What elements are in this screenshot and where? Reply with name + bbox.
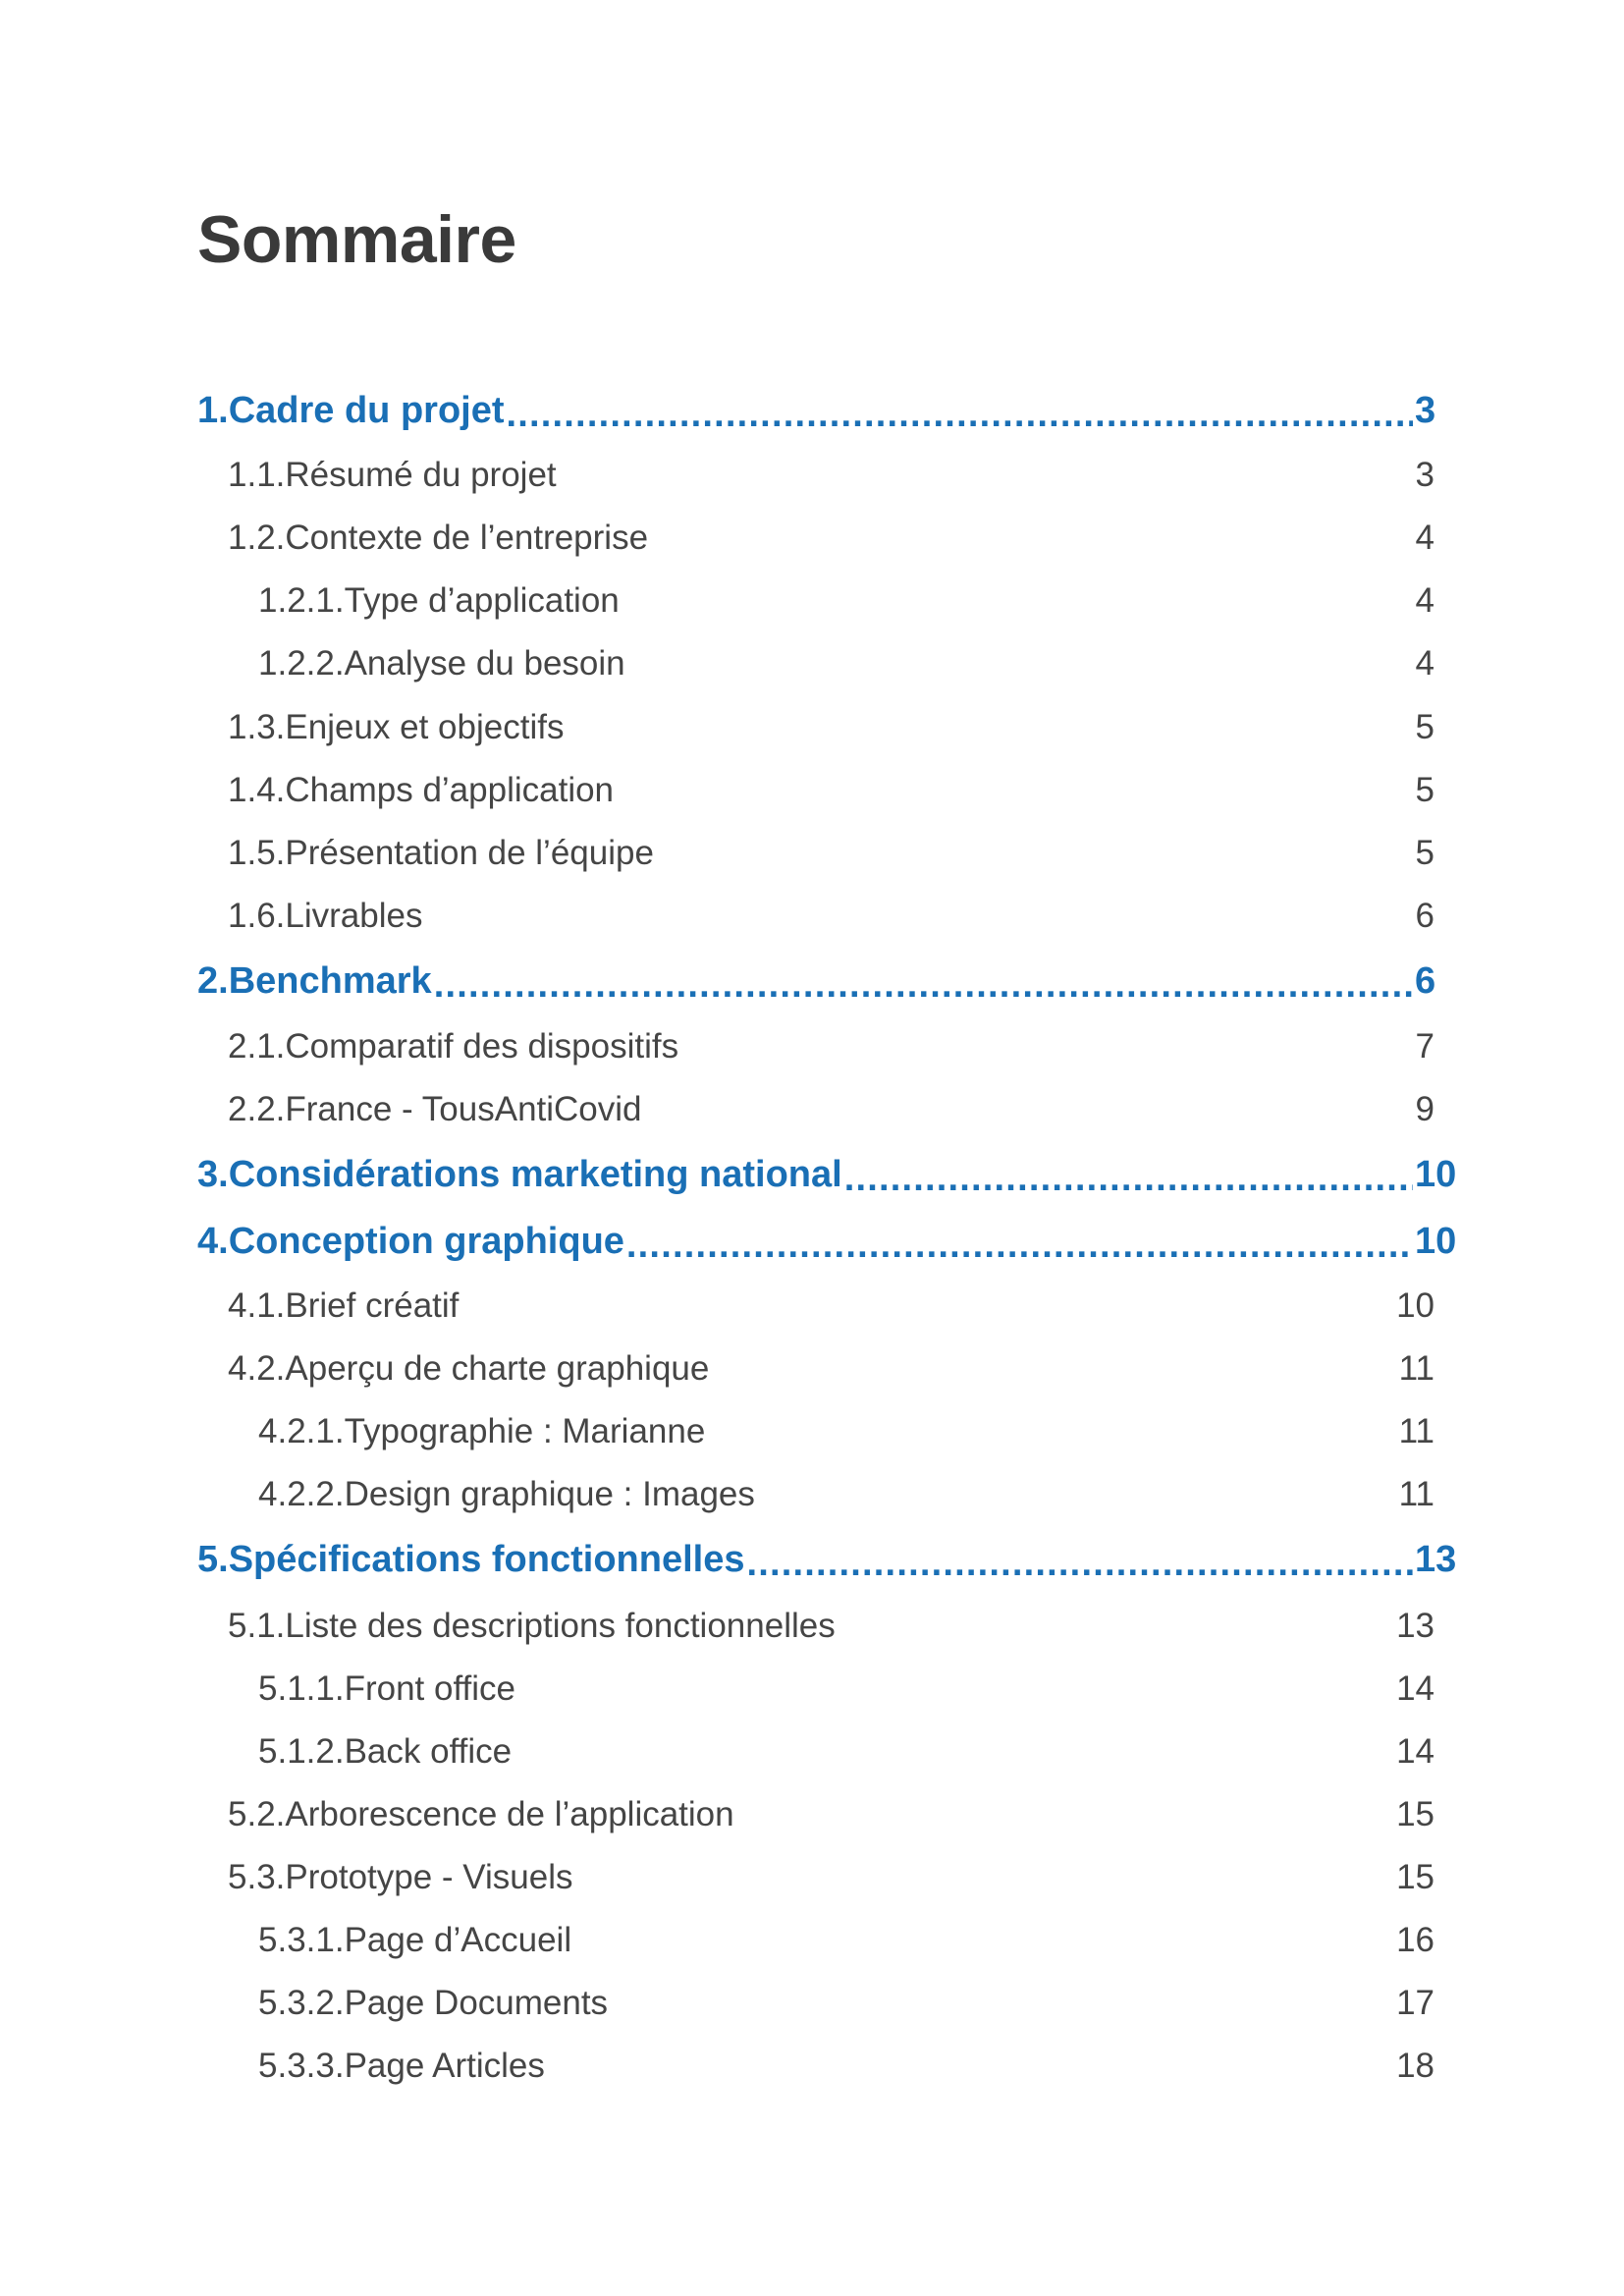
toc-entry-number: 5.2. <box>228 1795 286 1833</box>
toc-entry-number: 1. <box>197 389 229 431</box>
toc-entry[interactable] <box>228 703 1435 752</box>
toc-entry[interactable] <box>197 1150 1457 1199</box>
toc-entry-number: 1.2. <box>228 519 286 557</box>
toc-entry-label: Arborescence de l’application <box>285 1795 734 1833</box>
toc-entry-label: Liste des descriptions fonctionnelles <box>285 1607 836 1645</box>
toc-entry[interactable] <box>258 1916 1435 1965</box>
toc-entry-label: Considérations marketing national <box>228 1153 842 1195</box>
toc-entry-label: Spécifications fonctionnelles <box>228 1538 745 1580</box>
toc-entry-page: 6 <box>1415 897 1435 935</box>
toc-entry-label: Cadre du projet <box>228 389 505 431</box>
toc-entry[interactable] <box>228 1282 1435 1331</box>
toc-entry-number: 2. <box>197 959 229 1002</box>
toc-entry-page: 15 <box>1396 1795 1435 1833</box>
toc-entry-label: Page Documents <box>344 1984 609 2022</box>
toc-entry-page: 11 <box>1398 1475 1435 1513</box>
toc-entry[interactable] <box>258 1979 1435 2028</box>
toc-entry-label: Champs d’application <box>285 771 615 809</box>
toc-entry-label: Résumé du projet <box>285 456 557 494</box>
toc-entry[interactable] <box>197 1217 1457 1266</box>
toc-entry-page: 14 <box>1396 1669 1435 1708</box>
toc-leader-dots <box>434 964 1413 1007</box>
toc-entry-number: 5.1. <box>228 1607 286 1645</box>
toc-entry[interactable] <box>228 829 1435 878</box>
toc-entry-label: Livrables <box>285 897 423 935</box>
toc-entry-page: 3 <box>1415 456 1435 494</box>
toc-entry-label: Front office <box>344 1669 516 1708</box>
toc-entry-page: 11 <box>1398 1412 1435 1450</box>
toc-entry-label: Brief créatif <box>285 1286 460 1325</box>
toc-leader-dots <box>746 1543 1413 1585</box>
toc-entry-page: 9 <box>1415 1090 1435 1128</box>
toc-entry-number: 5.3.2. <box>258 1984 345 2022</box>
toc-entry-label: Aperçu de charte graphique <box>285 1349 710 1388</box>
toc-leader-dots <box>844 1158 1413 1200</box>
toc-entry-page: 4 <box>1415 519 1435 557</box>
toc-entry-number: 5. <box>197 1538 229 1580</box>
toc-entry-number: 2.1. <box>228 1027 286 1066</box>
toc-entry[interactable] <box>228 451 1435 500</box>
toc-entry-page: 10 <box>1396 1286 1435 1325</box>
toc-entry-page: 18 <box>1396 2047 1435 2085</box>
toc-entry[interactable] <box>258 1407 1435 1456</box>
toc-entry-page: 4 <box>1415 581 1435 620</box>
toc-entry-page: 16 <box>1396 1921 1435 1959</box>
toc-entry-page: 10 <box>1415 1153 1457 1195</box>
toc-entry[interactable] <box>228 1853 1435 1902</box>
toc-entry-page: 15 <box>1396 1858 1435 1896</box>
page-title: Sommaire <box>197 202 516 277</box>
toc-entry-number: 5.3. <box>228 1858 286 1896</box>
toc-entry-label: Type d’application <box>344 581 620 620</box>
toc-entry[interactable] <box>258 2042 1435 2091</box>
toc-entry-number: 5.1.1. <box>258 1669 345 1708</box>
toc-entry-number: 1.1. <box>228 456 286 494</box>
toc-entry-number: 1.3. <box>228 708 286 746</box>
toc-entry-number: 1.2.1. <box>258 581 345 620</box>
toc-entry-label: Analyse du besoin <box>344 644 625 683</box>
toc-leader-dots <box>507 394 1413 436</box>
toc-entry[interactable] <box>228 1790 1435 1839</box>
toc-entry-label: Back office <box>344 1732 513 1771</box>
toc-entry-label: Enjeux et objectifs <box>285 708 565 746</box>
toc-entry-number: 4. <box>197 1220 229 1262</box>
toc-entry[interactable] <box>258 1665 1435 1714</box>
toc-entry-number: 2.2. <box>228 1090 286 1128</box>
toc-entry-number: 4.2. <box>228 1349 286 1388</box>
toc-entry-page: 5 <box>1415 771 1435 809</box>
toc-entry-page: 10 <box>1415 1220 1457 1262</box>
toc-entry[interactable] <box>197 957 1435 1006</box>
toc-entry-label: Typographie : Marianne <box>344 1412 706 1450</box>
toc-entry-number: 3. <box>197 1153 229 1195</box>
toc-entry[interactable] <box>228 766 1435 815</box>
toc-entry-label: Comparatif des dispositifs <box>285 1027 679 1066</box>
toc-entry[interactable] <box>228 1085 1435 1134</box>
toc-entry-label: Contexte de l’entreprise <box>285 519 649 557</box>
toc-entry-page: 7 <box>1415 1027 1435 1066</box>
toc-entry-number: 5.3.3. <box>258 2047 345 2085</box>
toc-entry-label: Page Articles <box>344 2047 545 2085</box>
toc-entry-page: 13 <box>1415 1538 1457 1580</box>
toc-entry-label: Design graphique : Images <box>344 1475 755 1513</box>
toc-entry-number: 1.4. <box>228 771 286 809</box>
toc-entry-page: 14 <box>1396 1732 1435 1771</box>
toc-entry[interactable] <box>228 1022 1435 1071</box>
toc-entry-number: 4.1. <box>228 1286 286 1325</box>
toc-entry-label: Prototype - Visuels <box>285 1858 573 1896</box>
toc-entry-page: 6 <box>1415 959 1436 1002</box>
toc-entry-number: 1.5. <box>228 834 286 872</box>
toc-entry-label: Conception graphique <box>228 1220 624 1262</box>
toc-entry-number: 4.2.1. <box>258 1412 345 1450</box>
toc-entry-page: 5 <box>1415 834 1435 872</box>
toc-entry-page: 17 <box>1396 1984 1435 2022</box>
toc-entry-page: 5 <box>1415 708 1435 746</box>
toc-entry[interactable] <box>258 1727 1435 1777</box>
toc-entry[interactable] <box>258 639 1435 688</box>
toc-entry-number: 4.2.2. <box>258 1475 345 1513</box>
toc-entry-page: 11 <box>1398 1349 1435 1388</box>
toc-entry-page: 3 <box>1415 389 1436 431</box>
toc-entry[interactable] <box>228 1344 1435 1394</box>
toc-entry[interactable] <box>228 892 1435 941</box>
toc-entry-label: Page d’Accueil <box>344 1921 572 1959</box>
toc-leader-dots <box>626 1225 1413 1267</box>
toc-entry-label: France - TousAntiCovid <box>285 1090 642 1128</box>
toc-entry-number: 5.1.2. <box>258 1732 345 1771</box>
toc-entry[interactable] <box>258 1470 1435 1519</box>
toc-entry-page: 13 <box>1396 1607 1435 1645</box>
toc-entry-page: 4 <box>1415 644 1435 683</box>
toc-entry[interactable] <box>228 514 1435 563</box>
toc-entry[interactable] <box>197 1535 1457 1584</box>
toc-entry-number: 5.3.1. <box>258 1921 345 1959</box>
toc-entry[interactable] <box>228 1602 1435 1651</box>
toc-entry[interactable] <box>258 576 1435 626</box>
toc-entry-number: 1.6. <box>228 897 286 935</box>
toc-entry[interactable] <box>197 386 1435 435</box>
toc-entry-label: Présentation de l’équipe <box>285 834 654 872</box>
toc-entry-number: 1.2.2. <box>258 644 345 683</box>
toc-entry-label: Benchmark <box>228 959 432 1002</box>
